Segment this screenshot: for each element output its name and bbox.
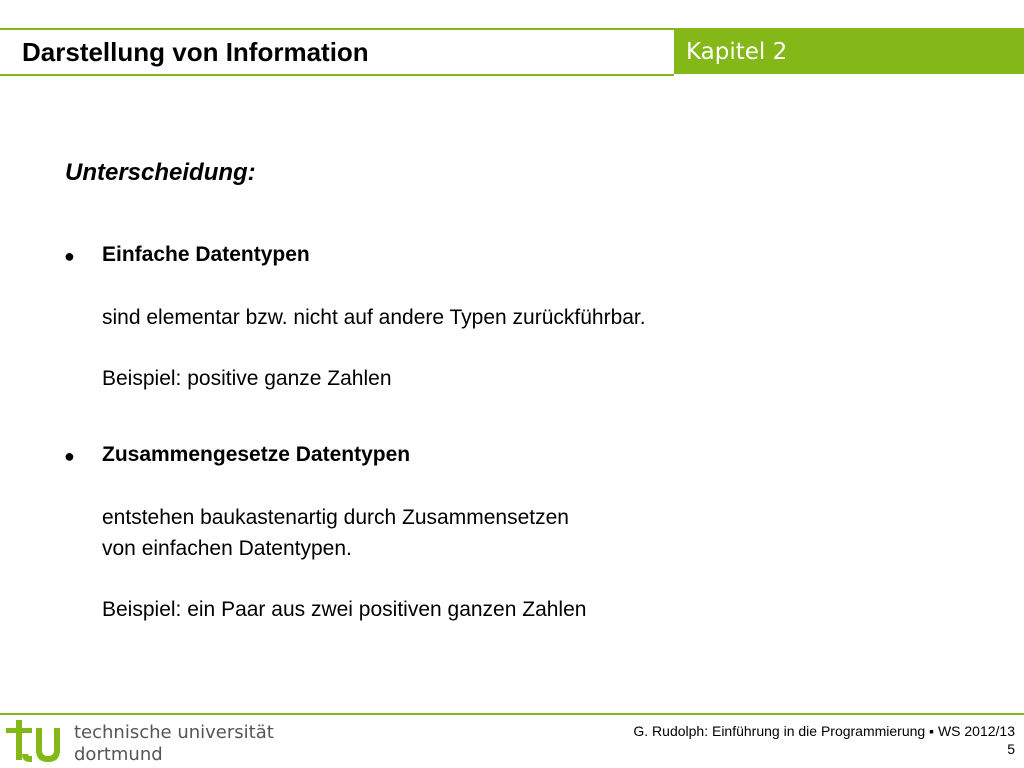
bullet-text: entstehen baukastenartig durch Zusammensetzen [102,506,569,529]
bullet-icon: ● [64,246,75,266]
bullet-text: sind elementar bzw. nicht auf andere Typen zurückführbar. [102,306,646,329]
bullet-title-simple-types: Einfache Datentypen [102,243,310,266]
bullet-icon: ● [64,446,75,466]
bullet-text: von einfachen Datentypen. [102,537,352,560]
bullet-title-composite-types: Zusammengesetze Datentypen [102,443,411,466]
university-name [74,722,274,766]
bullet-example: Beispiel: ein Paar aus zwei positiven ganzen Zahlen [102,598,587,621]
tu-logo-icon [4,718,68,766]
section-heading: Unterscheidung: [65,159,256,186]
footer-credit-block [633,722,1015,758]
bullet-example: Beispiel: positive ganze Zahlen [102,367,392,390]
slide-title: Darstellung von Information [22,37,369,67]
university-name-line1: technische universität [74,722,274,743]
footer-credit: G. Rudolph: Einführung in die Programmierung ▪ WS 2012/13 [633,723,1015,739]
page-number: 5 [1007,741,1015,757]
chapter-label: Kapitel 2 [686,39,788,65]
university-name-line2: dortmund [74,744,163,765]
footer-rule [0,713,1024,715]
